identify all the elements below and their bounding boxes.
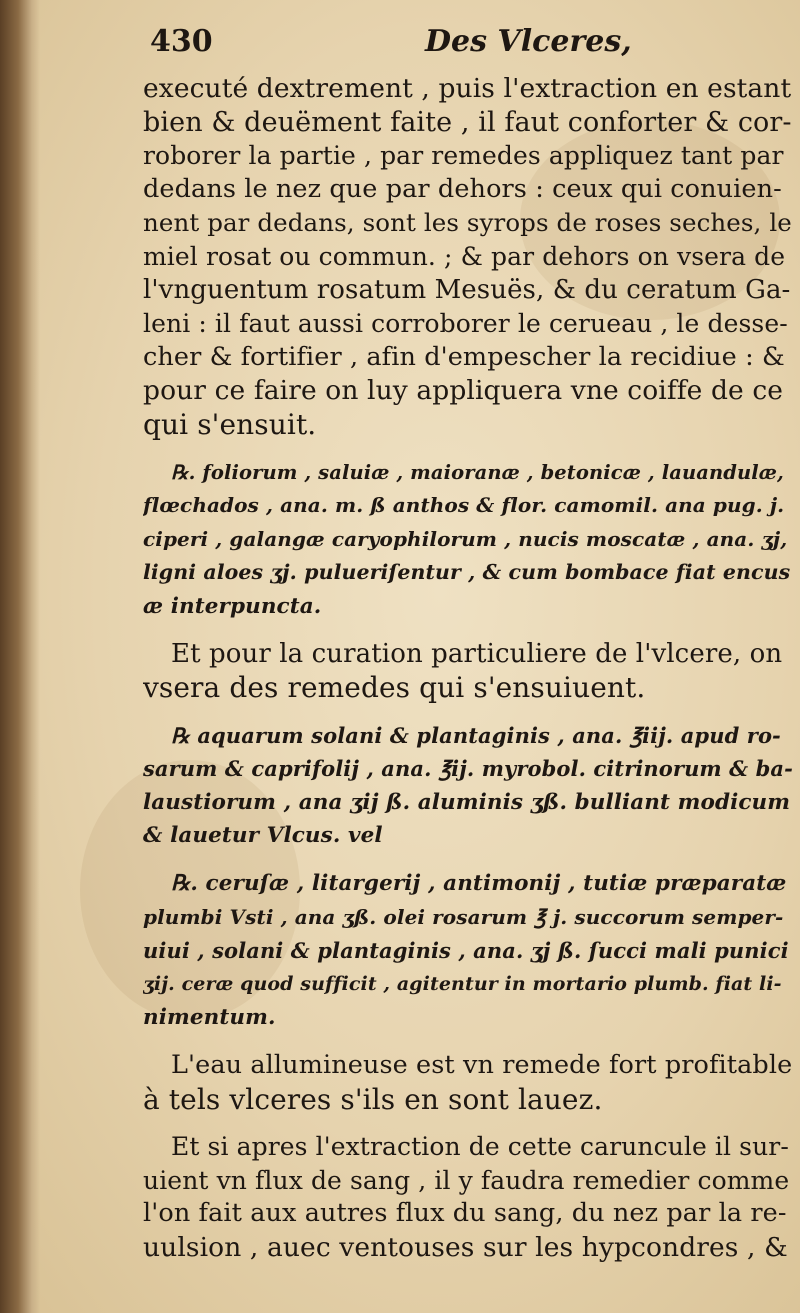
text-line: Et pour la curation particuliere de l'vlcere, on [171,638,783,669]
recipe-line: ℞ aquarum solani & plantaginis , ana. ℥iij. apud ro- [171,722,781,748]
recipe-line: ciperi , galangæ caryophilorum , nucis moscatæ , ana. ʒj, [143,526,788,551]
recipe-line: plumbi Vsti , ana ʒß. olei rosarum ℥ j. succorum semper- [143,904,784,929]
paragraph-gap [143,1116,793,1130]
recipe-paragraph [143,719,793,853]
text-line: à tels vlceres s'ils en sont lauez. [143,1082,603,1116]
text-line: dedans le nez que par dehors : ceux qui conuien- [143,173,782,204]
recipe-line: laustiorum , ana ʒij ß. aluminis ʒß. bulliant modicum [143,789,791,815]
text-line: roborer la partie , par remedes appliquez tant par [143,141,784,171]
running-title: Des Vlceres, [425,24,632,59]
recipe-paragraph [143,456,793,624]
text-line: qui s'ensuit. [143,407,317,441]
text-line: Et si apres l'extraction de cette caruncule il sur- [171,1132,789,1162]
paragraph [143,1130,793,1264]
recipe-line: ligni aloes ʒj. pulueriſentur , & cum bombace fiat encus [143,560,791,585]
text-line: executé dextrement , puis l'extraction en estant [143,73,792,104]
paragraph [143,638,793,705]
paragraph [143,1049,793,1116]
paragraph [143,72,793,442]
recipe-line: flœchados , ana. m. ß anthos & flor. camomil. ana pug. j. [143,493,785,518]
recipe-line: nimentum. [143,1005,276,1031]
text-line: l'vnguentum rosatum Mesuës, & du ceratum Ga- [143,274,791,305]
recipe-line: sarum & caprifolij , ana. ℥ij. myrobol. citrinorum & ba- [143,756,793,782]
page-header [150,22,790,66]
recipe-line: ℞. foliorum , saluiæ , maioranæ , betonicæ , lauandulæ, [171,460,784,484]
text-line: bien & deuëment faite , il faut conforter & cor- [143,106,792,138]
text-line: pour ce faire on luy appliquera vne coiffe de ce [143,375,784,407]
recipe-line: ℞. ceruſæ , litargerij , antimonij , tutiæ præparatæ [171,871,787,897]
paragraph-gap [143,624,793,638]
text-line: l'on fait aux autres flux du sang, du nez par la re- [143,1198,787,1229]
text-line: cher & fortifier , afin d'empescher la recidiue : & [143,341,785,372]
text-line: uient vn flux de sang , il y faudra remedier comme [143,1165,790,1195]
page-text [143,72,793,1265]
text-line: leni : il faut aussi corroborer le cerueau , le desse- [143,309,788,339]
recipe-paragraph [143,867,793,1035]
recipe-line: uiui , solani & plantaginis , ana. ʒj ß. ſucci mali punici [143,938,789,964]
text-line: miel rosat ou commun. ; & par dehors on vsera de [143,241,786,271]
text-line: vsera des remedes qui s'ensuiuent. [143,671,646,705]
paragraph-gap [143,853,793,867]
recipe-line: & lauetur Vlcus. vel [143,823,383,849]
paragraph-gap [143,705,793,719]
recipe-line: æ interpuncta. [143,593,322,619]
text-line: uulsion , auec ventouses sur les hypcondres , & [143,1232,788,1263]
paragraph-gap [143,1035,793,1049]
text-line: L'eau allumineuse est vn remede fort profitable [171,1050,793,1081]
recipe-line: ʒij. ceræ quod sufficit , agitentur in mortario plumb. fiat li- [143,972,782,995]
text-line: nent par dedans, sont les syrops de roses seches, le [143,208,792,238]
page-number: 430 [150,24,213,59]
paragraph-gap [143,442,793,456]
book-gutter [0,0,40,1313]
